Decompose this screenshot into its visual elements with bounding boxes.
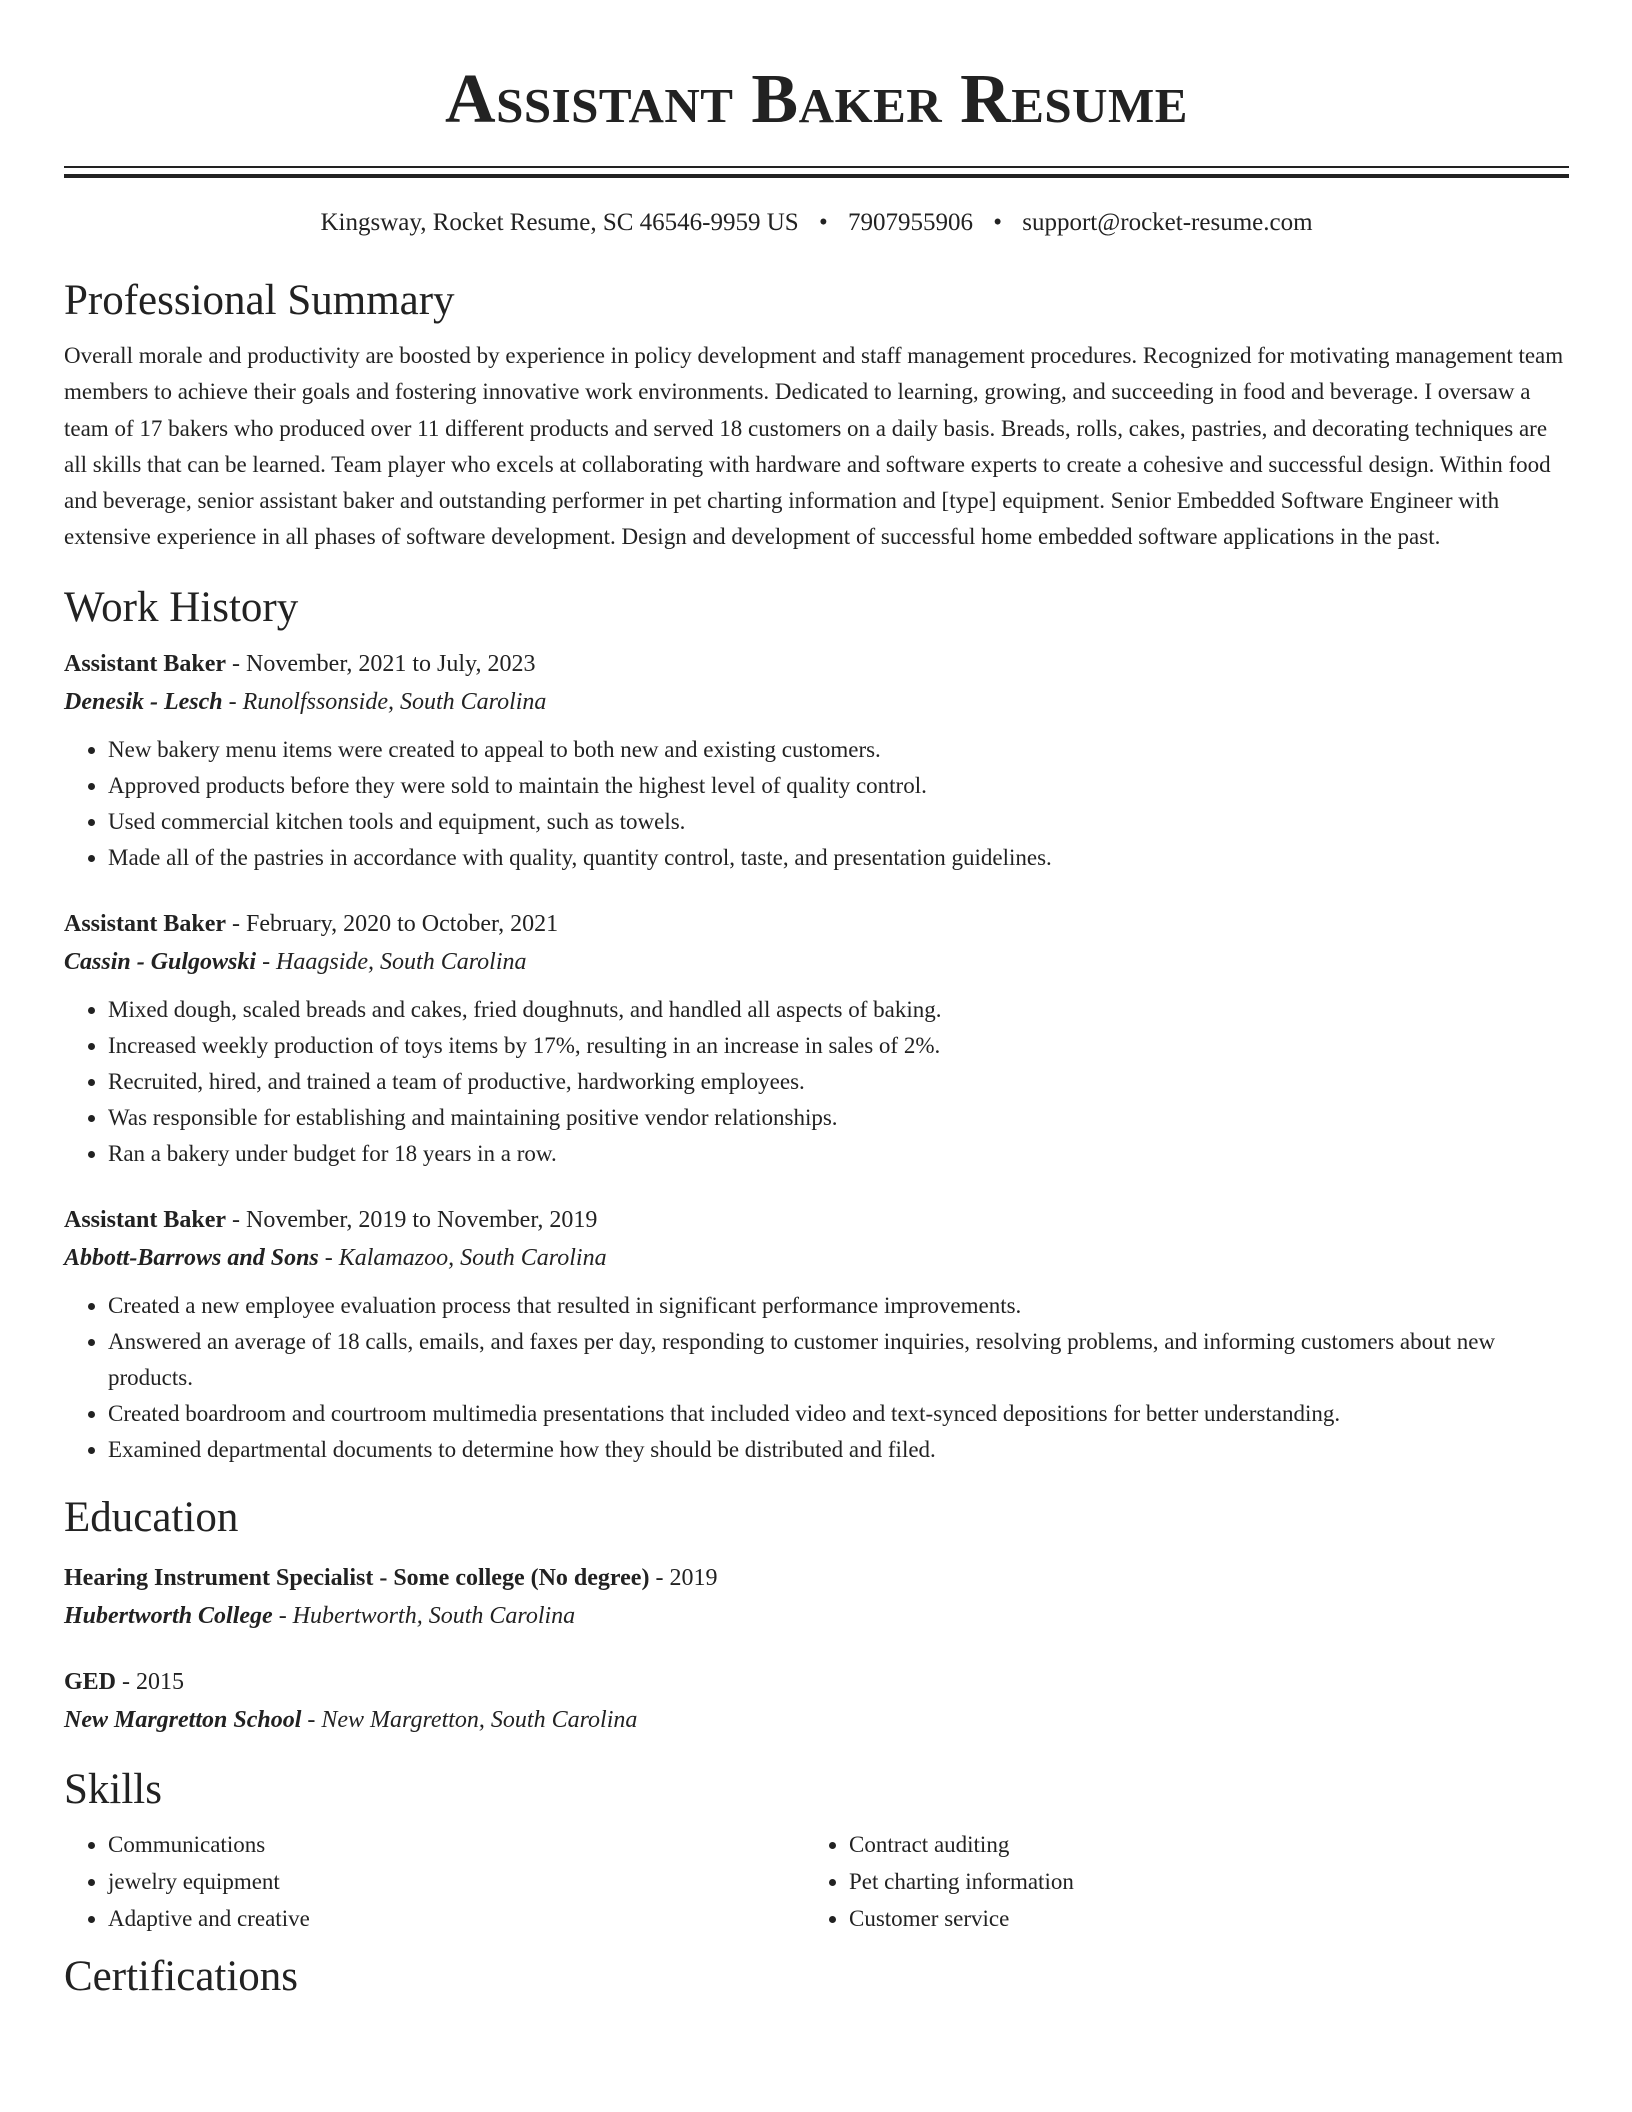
job-dates: - November, 2021 to July, 2023	[226, 650, 536, 677]
education-entry	[64, 1664, 1569, 1740]
degree-year: - 2015	[116, 1668, 185, 1695]
contact-email: support@rocket-resume.com	[1022, 209, 1313, 236]
school-line	[64, 1700, 1569, 1740]
list-item: • New bakery menu items were created to appeal to both new and existing customers.	[108, 732, 1569, 768]
education-entry	[64, 1560, 1569, 1636]
degree-line	[64, 1664, 1569, 1700]
contact-address: Kingsway, Rocket Resume, SC 46546-9959 US	[320, 209, 799, 236]
list-item: • Was responsible for establishing and maintaining positive vendor relationships.	[108, 1100, 1569, 1136]
list-item: • Made all of the pastries in accordance with quality, quantity control, taste, and presentation guidelines.	[108, 840, 1569, 876]
contact-phone: 7907955906	[847, 209, 973, 236]
job-bullets	[64, 1288, 1569, 1468]
job-entry	[64, 1202, 1569, 1468]
school-location: - Hubertworth, South Carolina	[272, 1602, 576, 1629]
company-name: Abbott-Barrows and Sons	[64, 1244, 319, 1271]
company-name: Denesik - Lesch	[64, 688, 223, 715]
company-line	[64, 682, 1569, 722]
job-bullets	[64, 732, 1569, 876]
list-item: • Created boardroom and courtroom multimedia presentations that included video and text-synced depositions for better understanding.	[108, 1396, 1569, 1432]
list-item: • Answered an average of 18 calls, emails, and faxes per day, responding to customer inquiries, resolving problems, and informing customers about new products.	[108, 1324, 1569, 1396]
skill-item: • Communications	[108, 1826, 805, 1863]
skills-list-left	[64, 1826, 805, 1937]
list-item: • Examined departmental documents to determine how they should be distributed and filed.	[108, 1432, 1569, 1468]
list-item: • Recruited, hired, and trained a team of productive, hardworking employees.	[108, 1064, 1569, 1100]
skill-item: • Customer service	[849, 1900, 1546, 1937]
list-item: • Created a new employee evaluation process that resulted in significant performance improvements.	[108, 1288, 1569, 1324]
school-location: - New Margretton, South Carolina	[301, 1706, 638, 1733]
contact-separator: •	[993, 209, 1002, 236]
job-entry	[64, 646, 1569, 876]
resume-page	[64, 0, 1569, 2003]
company-line	[64, 1238, 1569, 1278]
company-location: - Runolfssonside, South Carolina	[222, 688, 547, 715]
resume-title: Assistant Baker Resume	[445, 61, 1188, 138]
summary-text: Overall morale and productivity are boosted by experience in policy development and staff management procedures. Recognized for motivating management team members to achieve their goals and fostering innovative work environments. Dedicated to learning, growing, and succeeding in food and beverage. I oversaw a team of 17 bakers who produced over 11 different products and served 18 customers on a daily basis. Breads, rolls, cakes, pastries, and decorating techniques are all skills that can be learned. Team player who excels at collaborating with hardware and software experts to create a cohesive and successful design. Within food and beverage, senior assistant baker and outstanding performer in pet charting information and [type] equipment. Senior Embedded Software Engineer with extensive experience in all phases of software development. Design and development of successful home embedded software applications in the past.	[64, 343, 1564, 550]
degree-year: - 2019	[649, 1564, 718, 1591]
list-item: • Approved products before they were sold to maintain the highest level of quality control.	[108, 768, 1569, 804]
job-title-line	[64, 646, 1569, 682]
company-name: Cassin - Gulgowski	[64, 948, 257, 975]
job-dates: - November, 2019 to November, 2019	[226, 1206, 598, 1233]
job-title: Assistant Baker	[64, 650, 227, 677]
job-title: Assistant Baker	[64, 1206, 227, 1233]
skills-list-right	[805, 1826, 1546, 1937]
job-entry	[64, 906, 1569, 1172]
education-heading: Education	[64, 1493, 239, 1541]
certifications-heading: Certifications	[64, 1952, 299, 2000]
contact-line	[64, 205, 1569, 241]
job-dates: - February, 2020 to October, 2021	[226, 910, 559, 937]
school-name: Hubertworth College	[64, 1602, 273, 1629]
list-item: • Ran a bakery under budget for 18 years in a row.	[108, 1136, 1569, 1172]
skill-item: • Pet charting information	[849, 1863, 1546, 1900]
list-item: • Used commercial kitchen tools and equipment, such as towels.	[108, 804, 1569, 840]
skills-columns	[64, 1826, 1569, 1937]
list-item: • Mixed dough, scaled breads and cakes, fried doughnuts, and handled all aspects of baking.	[108, 992, 1569, 1028]
title-divider	[64, 166, 1569, 178]
degree-line	[64, 1560, 1569, 1596]
school-name: New Margretton School	[64, 1706, 302, 1733]
job-title-line	[64, 906, 1569, 942]
job-bullets	[64, 992, 1569, 1172]
skills-heading: Skills	[64, 1765, 162, 1813]
skill-item: • Contract auditing	[849, 1826, 1546, 1863]
job-title-line	[64, 1202, 1569, 1238]
company-line	[64, 942, 1569, 982]
school-line	[64, 1596, 1569, 1636]
degree-name: Hearing Instrument Specialist - Some college (No degree)	[64, 1564, 650, 1591]
skill-item: • jewelry equipment	[108, 1863, 805, 1900]
company-location: - Kalamazoo, South Carolina	[318, 1244, 607, 1271]
company-location: - Haagside, South Carolina	[256, 948, 527, 975]
contact-separator: •	[818, 209, 828, 236]
work-history-heading: Work History	[64, 583, 299, 631]
job-title: Assistant Baker	[64, 910, 227, 937]
skill-item: • Adaptive and creative	[108, 1900, 805, 1937]
degree-name: GED	[64, 1668, 117, 1695]
summary-heading: Professional Summary	[64, 277, 455, 324]
list-item: • Increased weekly production of toys items by 17%, resulting in an increase in sales of 2%.	[108, 1028, 1569, 1064]
